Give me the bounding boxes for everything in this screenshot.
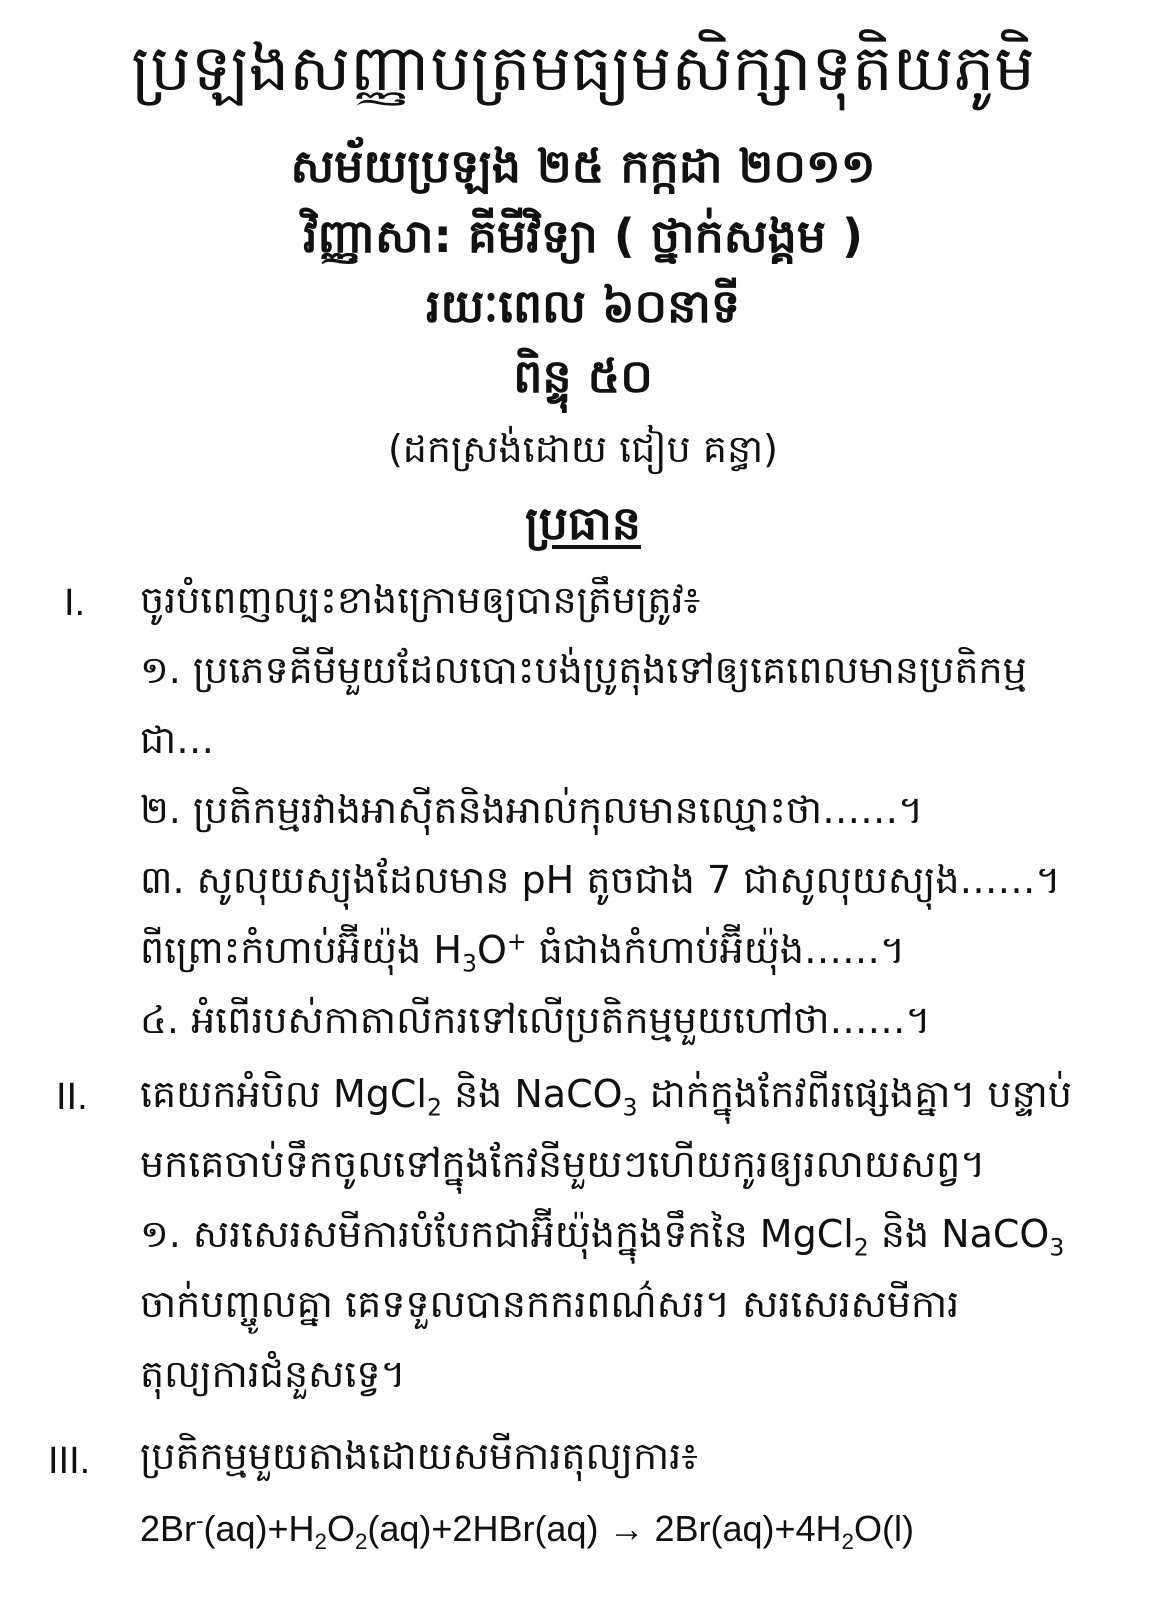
section3-instruction: ប្រតិកម្មមួយតាងដោយសមីការតុល្យការ៖ xyxy=(140,1434,698,1478)
section1-number: I. xyxy=(64,582,86,624)
exam-title: ប្រឡងសញ្ញាបត្រមធ្យមសិក្សាទុតិយភូមិ xyxy=(131,32,1035,106)
section2-number: II. xyxy=(56,1076,88,1118)
section1-q2: ២. ប្រតិកម្មរវាងអាស៊ីតនិងអាល់កុលមានឈ្មោះថា……។ xyxy=(140,788,924,832)
transcriber-credit: (ដកស្រង់ដោយ ជៀប គន្ធា) xyxy=(387,427,779,471)
section1-q3-line1: ៣. សូលុយស្យុងដែលមាន pH តូចជាង 7 ជាសូលុយស្យុង……។ xyxy=(140,858,1061,902)
section1-q4: ៤. អំពើរបស់កាតាលីករទៅលើប្រតិកម្មមួយហៅថា……។ xyxy=(140,998,931,1042)
section1-q1-line1: ១. ប្រភេទគីមីមួយដែលបោះបង់ប្រូតុងទៅឲ្យគេពេលមានប្រតិកម្ម xyxy=(140,648,1027,692)
section2-q1-line2: ចាក់បញ្ចូលគ្នា គេទទួលបានកករពណ៌សរ។ សរសេរសមីការ xyxy=(140,1282,960,1326)
section2-line2: មកគេចាប់ទឹកចូលទៅក្នុងកែវនីមួយៗហើយកូរឲ្យរលាយសព្វ។ xyxy=(140,1142,986,1186)
section-heading: ប្រធាន xyxy=(525,496,641,550)
section3-equation: $2Br^-(aq)+H_2O_2(aq)+2HBr(aq) \to 2Br(aq)+4H_2O(l)$ xyxy=(140,1508,914,1555)
section2-line1: គេយកអំបិល MgCl$_2$ និង NaCO$_3$ ដាក់ក្នុងកែវពីរផ្សេងគ្នា។ បន្ទាប់ xyxy=(140,1072,1072,1122)
section1-instruction: ចូរបំពេញល្បះខាងក្រោមឲ្យបានត្រឹមត្រូវ៖ xyxy=(140,578,701,622)
section1-q1-line2: ជា… xyxy=(140,718,215,762)
exam-session: សម័យប្រឡង ២៥ កក្កដា ២០១១ xyxy=(290,139,876,193)
exam-points: ពិន្ទុ ៥០ xyxy=(513,349,653,403)
section3-number: III. xyxy=(48,1440,91,1482)
exam-duration: រយៈពេល ៦០នាទី xyxy=(425,279,741,333)
section2-q1-line3: តុល្យការជំនួសទ្វេ។ xyxy=(140,1352,406,1396)
section2-q1-line1: ១. សរសេរសមីការបំបែកជាអ៊ីយ៉ុងក្នុងទឹកនៃ MgCl$_2$ និង NaCO$_3$ xyxy=(140,1212,1065,1262)
exam-subject: វិញ្ញាសា: គីមីវិទ្យា ( ថ្នាក់សង្គម ) xyxy=(302,209,864,263)
section1-q3-line2: ពីព្រោះកំហាប់អ៊ីយ៉ុង $H_3O^+$ ធំជាងកំហាប់អ៊ីយ៉ុង……។ xyxy=(140,927,906,978)
